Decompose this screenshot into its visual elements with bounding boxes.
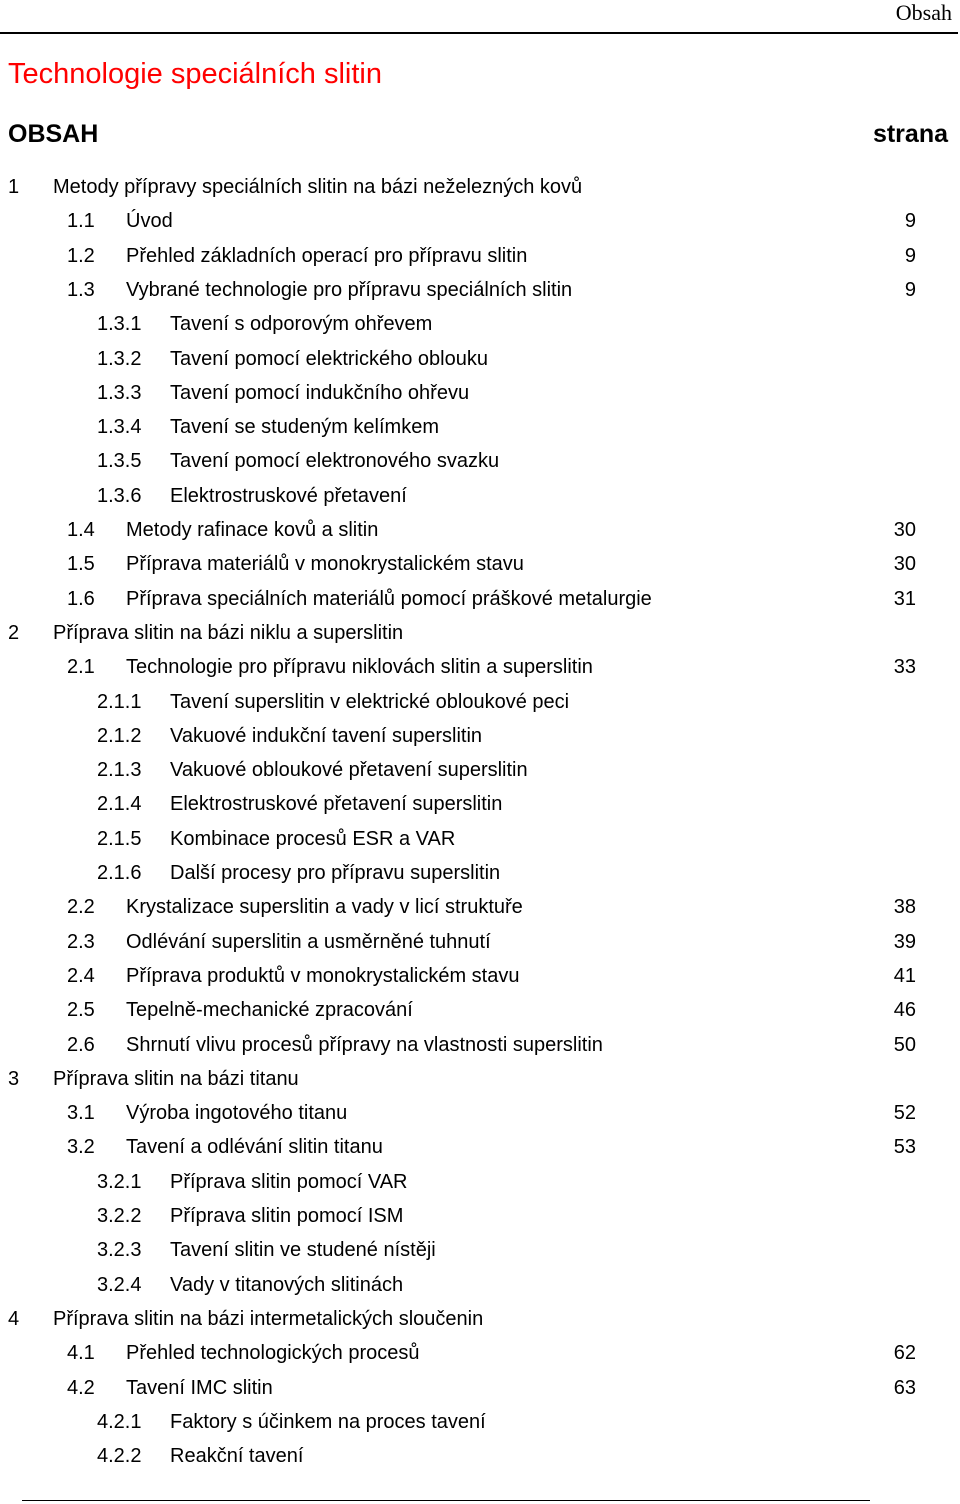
toc-entry-number: 4.1 <box>67 1342 95 1365</box>
toc-entry[interactable] <box>0 1371 960 1405</box>
toc-entry-number: 2.1.5 <box>97 827 142 850</box>
toc-entry-number: 4.2.1 <box>97 1410 142 1433</box>
toc-entry-page: 31 <box>893 587 916 610</box>
toc-entry-number: 1 <box>8 176 20 198</box>
toc-entry-title: Tavení slitin ve studené nístěji <box>170 1239 436 1262</box>
toc-entry-title: Elektrostruskové přetavení superslitin <box>170 793 503 816</box>
toc-entry-number: 1.3 <box>67 278 95 301</box>
header-divider <box>0 32 958 34</box>
footer-divider <box>22 1500 870 1501</box>
toc-entry-number: 1.3.2 <box>97 347 142 370</box>
toc-entry[interactable] <box>0 890 960 924</box>
toc-entry-number: 2.5 <box>67 999 95 1022</box>
toc-entry-title: Příprava slitin na bázi niklu a superslitin <box>53 621 404 644</box>
toc-entry-number: 2.1.2 <box>97 724 142 747</box>
toc-entry[interactable] <box>0 1062 960 1096</box>
toc-entry-page: 9 <box>904 210 916 233</box>
toc-entry-number: 1.3.3 <box>97 381 142 404</box>
toc-entry-title: Kombinace procesů ESR a VAR <box>170 827 456 850</box>
toc-entry[interactable] <box>0 1405 960 1439</box>
toc-entry[interactable] <box>0 1268 960 1302</box>
toc-entry-page: 50 <box>893 1033 916 1056</box>
toc-entry-title: Vybrané technologie pro přípravu speciálních slitin <box>126 278 573 301</box>
toc-entry[interactable] <box>0 1165 960 1199</box>
toc-entry[interactable] <box>0 1439 960 1473</box>
toc-entry-number: 2.4 <box>67 964 95 987</box>
toc-entry-number: 3 <box>8 1067 20 1090</box>
toc-entry-number: 1.3.1 <box>97 313 142 336</box>
toc-entry-title: Příprava slitin pomocí ISM <box>170 1205 404 1227</box>
toc-entry-number: 4 <box>8 1307 20 1330</box>
toc-entry[interactable] <box>0 1302 960 1336</box>
toc-entry-title: Příprava slitin pomocí VAR <box>170 1170 408 1193</box>
toc-entry-number: 1.3.5 <box>97 450 142 473</box>
toc-entry-number: 4.2 <box>67 1376 95 1399</box>
toc-entry[interactable] <box>0 1096 960 1130</box>
toc-entry[interactable] <box>0 719 960 753</box>
toc-entry-title: Reakční tavení <box>170 1445 304 1468</box>
toc-entry-title: Příprava produktů v monokrystalickém stavu <box>126 964 520 987</box>
toc-entry[interactable] <box>0 376 960 410</box>
toc-entry[interactable] <box>0 547 960 581</box>
toc-entry-page: 53 <box>893 1136 916 1159</box>
toc-entry-title: Tavení pomocí elektrického oblouku <box>170 347 488 370</box>
toc-entry-page: 62 <box>893 1342 916 1365</box>
toc-entry-title: Další procesy pro přípravu superslitin <box>170 862 501 884</box>
toc-entry-title: Vakuové indukční tavení superslitin <box>170 724 483 747</box>
toc-entry[interactable] <box>0 787 960 821</box>
toc-entry-page: 38 <box>893 896 916 919</box>
toc-entry-title: Metody rafinace kovů a slitin <box>126 519 379 541</box>
toc-entry[interactable] <box>0 925 960 959</box>
toc-entry[interactable] <box>0 1028 960 1062</box>
toc-entry-title: Úvod <box>126 210 173 233</box>
toc-entry[interactable] <box>0 1336 960 1370</box>
toc-entry-title: Tavení pomocí indukčního ohřevu <box>170 381 470 404</box>
toc-entry[interactable] <box>0 479 960 513</box>
toc-entry-title: Metody přípravy speciálních slitin na bázi neželezných kovů <box>53 176 583 198</box>
toc-entry-title: Přehled základních operací pro přípravu slitin <box>126 244 528 267</box>
toc-entry-title: Tavení a odlévání slitin titanu <box>126 1136 383 1159</box>
toc-entry[interactable] <box>0 410 960 444</box>
toc-entry[interactable] <box>0 307 960 341</box>
toc-entry-number: 2 <box>8 621 20 644</box>
toc-entry-number: 4.2.2 <box>97 1445 142 1468</box>
toc-entry[interactable] <box>0 1130 960 1164</box>
toc-entry-title: Technologie pro přípravu niklovách slitin a superslitin <box>126 656 593 679</box>
toc-entry-number: 1.6 <box>67 587 95 610</box>
toc-entry-number: 2.1.4 <box>97 793 142 816</box>
toc-entry[interactable] <box>0 273 960 307</box>
toc-entry-number: 2.3 <box>67 930 95 953</box>
toc-entry[interactable] <box>0 822 960 856</box>
toc-entry-title: Tavení s odporovým ohřevem <box>170 313 433 336</box>
toc-entry-page: 30 <box>893 553 916 576</box>
toc-entry[interactable] <box>0 856 960 890</box>
toc-entry-title: Shrnutí vlivu procesů přípravy na vlastnosti superslitin <box>126 1033 603 1056</box>
toc-entry[interactable] <box>0 685 960 719</box>
toc-entry-title: Odlévání superslitin a usměrněné tuhnutí <box>126 930 491 953</box>
toc-entry-page: 46 <box>893 999 916 1022</box>
toc-entry-page: 41 <box>893 964 916 987</box>
toc-entry[interactable] <box>0 650 960 684</box>
toc-entry-page: 52 <box>893 1102 916 1125</box>
toc-entry-number: 2.1 <box>67 656 95 679</box>
toc-entry-number: 3.2 <box>67 1136 95 1159</box>
toc-heading: OBSAH <box>8 120 99 148</box>
toc-entry-title: Vakuové obloukové přetavení superslitin <box>170 759 528 782</box>
running-header: Obsah <box>895 0 952 25</box>
toc-entry-page: 30 <box>893 519 916 541</box>
toc-entry[interactable] <box>0 444 960 478</box>
document-title: Technologie speciálních slitin <box>8 58 382 90</box>
toc-entry[interactable] <box>0 582 960 616</box>
toc-entry[interactable] <box>0 959 960 993</box>
toc-entry[interactable] <box>0 513 960 547</box>
toc-entry-title: Faktory s účinkem na proces tavení <box>170 1410 486 1433</box>
toc-entry-title: Vady v titanových slitinách <box>170 1273 404 1296</box>
toc-entry[interactable] <box>0 1199 960 1233</box>
toc-entry[interactable] <box>0 170 960 204</box>
toc-entry-page: 63 <box>893 1376 916 1399</box>
toc-entry-number: 2.6 <box>67 1033 95 1056</box>
page-column-heading: strana <box>872 120 948 148</box>
toc-entry-title: Tavení se studeným kelímkem <box>170 416 439 439</box>
toc-entry-number: 1.3.6 <box>97 484 142 507</box>
toc-entry-page: 9 <box>904 278 916 301</box>
toc-entry-title: Elektrostruskové přetavení <box>170 484 407 507</box>
toc-entry-title: Přehled technologických procesů <box>126 1342 420 1365</box>
toc-entry-number: 2.1.6 <box>97 862 142 884</box>
toc-entry-title: Tavení superslitin v elektrické obloukové peci <box>170 690 570 713</box>
toc-entry-page: 33 <box>893 656 916 679</box>
toc-entry-number: 2.1.1 <box>97 690 142 713</box>
toc-entry[interactable] <box>0 342 960 376</box>
toc-entry-title: Výroba ingotového titanu <box>126 1102 348 1125</box>
toc-entry-title: Tavení IMC slitin <box>126 1376 273 1399</box>
toc-entry-title: Příprava slitin na bázi titanu <box>53 1067 299 1090</box>
toc-entry-number: 1.1 <box>67 210 95 233</box>
toc-entry[interactable] <box>0 239 960 273</box>
toc-entry-page: 9 <box>904 244 916 267</box>
toc-entry-title: Krystalizace superslitin a vady v licí struktuře <box>126 896 523 919</box>
toc-entry-number: 1.4 <box>67 519 95 541</box>
toc-entry-number: 1.5 <box>67 553 95 576</box>
toc-entry[interactable] <box>0 993 960 1027</box>
toc-entry-title: Příprava slitin na bázi intermetalických sloučenin <box>53 1307 484 1330</box>
toc-entry-number: 1.3.4 <box>97 416 142 439</box>
toc-entry[interactable] <box>0 753 960 787</box>
toc-entry-title: Příprava speciálních materiálů pomocí práškové metalurgie <box>126 587 652 610</box>
toc-entry[interactable] <box>0 1233 960 1267</box>
toc-entry[interactable] <box>0 204 960 238</box>
toc-entry-number: 3.2.4 <box>97 1273 142 1296</box>
toc-entry-title: Příprava materiálů v monokrystalickém stavu <box>126 553 524 576</box>
toc-entry-title: Tepelně-mechanické zpracování <box>126 999 413 1022</box>
toc-entry-number: 3.2.1 <box>97 1170 142 1193</box>
toc-entry-number: 2.2 <box>67 896 95 919</box>
toc-entry-number: 3.1 <box>67 1102 95 1125</box>
toc-entry-title: Tavení pomocí elektronového svazku <box>170 450 500 473</box>
toc-entry[interactable] <box>0 616 960 650</box>
toc-entry-number: 3.2.2 <box>97 1205 142 1227</box>
toc-entry-number: 2.1.3 <box>97 759 142 782</box>
toc-entry-page: 39 <box>893 930 916 953</box>
toc-entry-number: 3.2.3 <box>97 1239 142 1262</box>
toc-entry-number: 1.2 <box>67 244 95 267</box>
